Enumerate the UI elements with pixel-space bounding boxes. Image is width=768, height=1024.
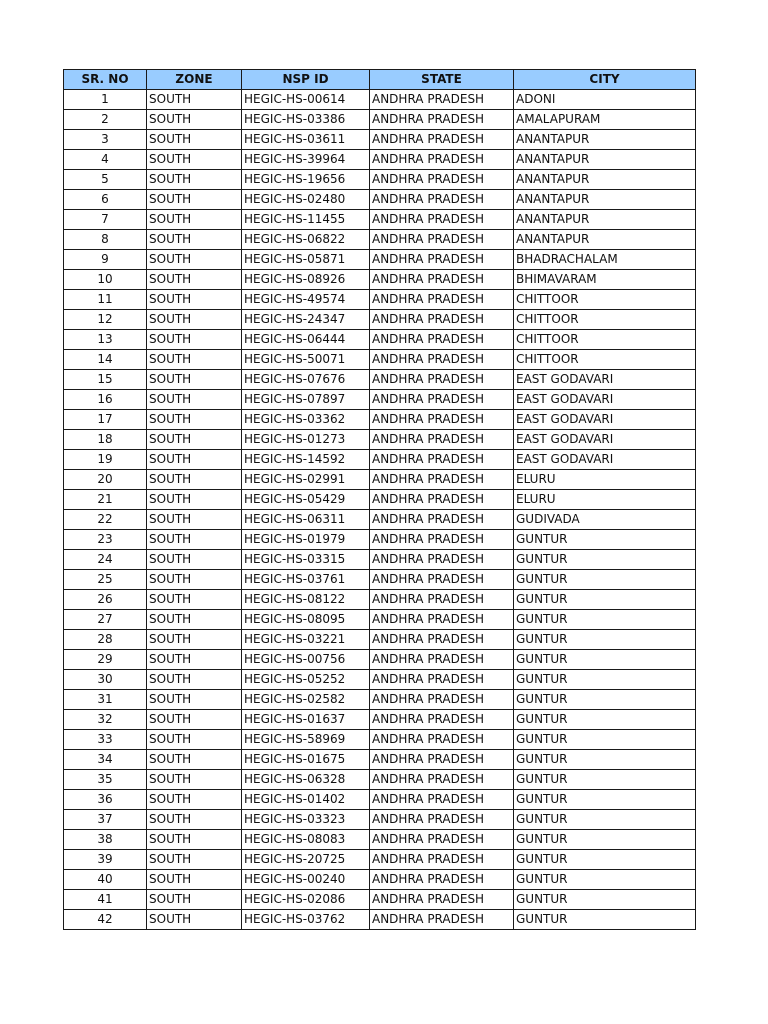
cell-state: ANDHRA PRADESH [370, 370, 514, 390]
cell-sr-no: 21 [64, 490, 147, 510]
cell-sr-no: 19 [64, 450, 147, 470]
cell-sr-no: 9 [64, 250, 147, 270]
cell-city: GUNTUR [514, 850, 696, 870]
cell-nsp-id: HEGIC-HS-03761 [242, 570, 370, 590]
cell-sr-no: 39 [64, 850, 147, 870]
cell-city: GUNTUR [514, 890, 696, 910]
nsp-list-table [63, 69, 696, 930]
cell-state: ANDHRA PRADESH [370, 610, 514, 630]
cell-city: GUNTUR [514, 730, 696, 750]
cell-sr-no: 35 [64, 770, 147, 790]
cell-nsp-id: HEGIC-HS-00614 [242, 90, 370, 110]
cell-zone: SOUTH [147, 710, 242, 730]
cell-zone: SOUTH [147, 910, 242, 930]
cell-nsp-id: HEGIC-HS-06328 [242, 770, 370, 790]
header-zone: ZONE [147, 70, 242, 90]
cell-zone: SOUTH [147, 350, 242, 370]
cell-zone: SOUTH [147, 90, 242, 110]
cell-sr-no: 31 [64, 690, 147, 710]
cell-sr-no: 40 [64, 870, 147, 890]
cell-sr-no: 13 [64, 330, 147, 350]
cell-zone: SOUTH [147, 750, 242, 770]
cell-zone: SOUTH [147, 150, 242, 170]
cell-nsp-id: HEGIC-HS-05429 [242, 490, 370, 510]
cell-city: BHIMAVARAM [514, 270, 696, 290]
table-row [64, 610, 696, 630]
cell-nsp-id: HEGIC-HS-06822 [242, 230, 370, 250]
table-row [64, 590, 696, 610]
header-city: CITY [514, 70, 696, 90]
cell-nsp-id: HEGIC-HS-24347 [242, 310, 370, 330]
cell-nsp-id: HEGIC-HS-50071 [242, 350, 370, 370]
cell-city: GUNTUR [514, 690, 696, 710]
cell-city: ANANTAPUR [514, 230, 696, 250]
cell-state: ANDHRA PRADESH [370, 790, 514, 810]
cell-city: GUNTUR [514, 650, 696, 670]
cell-city: GUNTUR [514, 830, 696, 850]
cell-city: BHADRACHALAM [514, 250, 696, 270]
cell-city: GUNTUR [514, 790, 696, 810]
cell-nsp-id: HEGIC-HS-07897 [242, 390, 370, 410]
cell-city: CHITTOOR [514, 310, 696, 330]
cell-nsp-id: HEGIC-HS-11455 [242, 210, 370, 230]
cell-nsp-id: HEGIC-HS-08083 [242, 830, 370, 850]
cell-sr-no: 3 [64, 130, 147, 150]
cell-zone: SOUTH [147, 450, 242, 470]
table-row [64, 790, 696, 810]
cell-zone: SOUTH [147, 490, 242, 510]
cell-city: GUNTUR [514, 550, 696, 570]
cell-nsp-id: HEGIC-HS-07676 [242, 370, 370, 390]
cell-nsp-id: HEGIC-HS-06311 [242, 510, 370, 530]
table-row [64, 470, 696, 490]
cell-city: ANANTAPUR [514, 190, 696, 210]
table-row [64, 350, 696, 370]
cell-city: ELURU [514, 490, 696, 510]
cell-sr-no: 42 [64, 910, 147, 930]
cell-nsp-id: HEGIC-HS-01637 [242, 710, 370, 730]
table-row [64, 670, 696, 690]
table-row [64, 370, 696, 390]
cell-city: GUNTUR [514, 530, 696, 550]
cell-zone: SOUTH [147, 390, 242, 410]
cell-zone: SOUTH [147, 730, 242, 750]
cell-sr-no: 24 [64, 550, 147, 570]
cell-state: ANDHRA PRADESH [370, 350, 514, 370]
cell-state: ANDHRA PRADESH [370, 910, 514, 930]
cell-nsp-id: HEGIC-HS-03611 [242, 130, 370, 150]
cell-state: ANDHRA PRADESH [370, 810, 514, 830]
table-row [64, 430, 696, 450]
table-row [64, 550, 696, 570]
cell-state: ANDHRA PRADESH [370, 630, 514, 650]
cell-nsp-id: HEGIC-HS-02991 [242, 470, 370, 490]
table-header [64, 70, 696, 90]
cell-city: EAST GODAVARI [514, 410, 696, 430]
cell-zone: SOUTH [147, 250, 242, 270]
cell-nsp-id: HEGIC-HS-06444 [242, 330, 370, 350]
cell-city: ANANTAPUR [514, 170, 696, 190]
cell-sr-no: 18 [64, 430, 147, 450]
cell-zone: SOUTH [147, 650, 242, 670]
cell-state: ANDHRA PRADESH [370, 290, 514, 310]
cell-sr-no: 32 [64, 710, 147, 730]
cell-nsp-id: HEGIC-HS-03386 [242, 110, 370, 130]
cell-zone: SOUTH [147, 610, 242, 630]
cell-city: ANANTAPUR [514, 130, 696, 150]
cell-city: ADONI [514, 90, 696, 110]
cell-city: ANANTAPUR [514, 210, 696, 230]
cell-zone: SOUTH [147, 370, 242, 390]
header-sr-no: SR. NO [64, 70, 147, 90]
table-row [64, 570, 696, 590]
cell-zone: SOUTH [147, 870, 242, 890]
cell-city: GUNTUR [514, 770, 696, 790]
cell-city: EAST GODAVARI [514, 430, 696, 450]
cell-sr-no: 12 [64, 310, 147, 330]
cell-sr-no: 8 [64, 230, 147, 250]
cell-zone: SOUTH [147, 790, 242, 810]
cell-city: GUNTUR [514, 670, 696, 690]
cell-zone: SOUTH [147, 550, 242, 570]
cell-zone: SOUTH [147, 190, 242, 210]
table-row [64, 750, 696, 770]
table-row [64, 170, 696, 190]
cell-state: ANDHRA PRADESH [370, 570, 514, 590]
cell-nsp-id: HEGIC-HS-08095 [242, 610, 370, 630]
table-row [64, 90, 696, 110]
cell-state: ANDHRA PRADESH [370, 150, 514, 170]
cell-zone: SOUTH [147, 290, 242, 310]
table-row [64, 450, 696, 470]
cell-nsp-id: HEGIC-HS-00240 [242, 870, 370, 890]
table-row [64, 630, 696, 650]
cell-sr-no: 15 [64, 370, 147, 390]
table-body [64, 90, 696, 930]
cell-sr-no: 4 [64, 150, 147, 170]
cell-city: GUNTUR [514, 810, 696, 830]
cell-zone: SOUTH [147, 510, 242, 530]
cell-city: CHITTOOR [514, 330, 696, 350]
table-row [64, 490, 696, 510]
cell-zone: SOUTH [147, 110, 242, 130]
cell-city: GUNTUR [514, 610, 696, 630]
cell-state: ANDHRA PRADESH [370, 210, 514, 230]
cell-state: ANDHRA PRADESH [370, 510, 514, 530]
cell-sr-no: 41 [64, 890, 147, 910]
cell-city: GUNTUR [514, 710, 696, 730]
table-row [64, 770, 696, 790]
cell-sr-no: 14 [64, 350, 147, 370]
table-row [64, 230, 696, 250]
cell-sr-no: 34 [64, 750, 147, 770]
cell-sr-no: 26 [64, 590, 147, 610]
cell-state: ANDHRA PRADESH [370, 730, 514, 750]
table-row [64, 810, 696, 830]
cell-nsp-id: HEGIC-HS-49574 [242, 290, 370, 310]
table-row [64, 910, 696, 930]
table-row [64, 130, 696, 150]
cell-state: ANDHRA PRADESH [370, 690, 514, 710]
table-row [64, 830, 696, 850]
cell-sr-no: 1 [64, 90, 147, 110]
cell-city: EAST GODAVARI [514, 370, 696, 390]
cell-sr-no: 17 [64, 410, 147, 430]
table-row [64, 510, 696, 530]
header-state: STATE [370, 70, 514, 90]
cell-zone: SOUTH [147, 170, 242, 190]
cell-city: GUNTUR [514, 590, 696, 610]
cell-state: ANDHRA PRADESH [370, 270, 514, 290]
cell-state: ANDHRA PRADESH [370, 130, 514, 150]
cell-nsp-id: HEGIC-HS-39964 [242, 150, 370, 170]
cell-sr-no: 22 [64, 510, 147, 530]
cell-state: ANDHRA PRADESH [370, 670, 514, 690]
cell-zone: SOUTH [147, 850, 242, 870]
cell-nsp-id: HEGIC-HS-02582 [242, 690, 370, 710]
cell-city: EAST GODAVARI [514, 450, 696, 470]
cell-zone: SOUTH [147, 530, 242, 550]
cell-city: CHITTOOR [514, 350, 696, 370]
cell-nsp-id: HEGIC-HS-03362 [242, 410, 370, 430]
table-row [64, 890, 696, 910]
table-row [64, 270, 696, 290]
cell-sr-no: 29 [64, 650, 147, 670]
cell-nsp-id: HEGIC-HS-01675 [242, 750, 370, 770]
cell-city: CHITTOOR [514, 290, 696, 310]
cell-nsp-id: HEGIC-HS-00756 [242, 650, 370, 670]
cell-state: ANDHRA PRADESH [370, 870, 514, 890]
cell-city: GUNTUR [514, 750, 696, 770]
table-row [64, 190, 696, 210]
cell-zone: SOUTH [147, 330, 242, 350]
cell-nsp-id: HEGIC-HS-19656 [242, 170, 370, 190]
cell-nsp-id: HEGIC-HS-02086 [242, 890, 370, 910]
cell-state: ANDHRA PRADESH [370, 590, 514, 610]
cell-sr-no: 16 [64, 390, 147, 410]
cell-sr-no: 20 [64, 470, 147, 490]
table-row [64, 710, 696, 730]
cell-state: ANDHRA PRADESH [370, 650, 514, 670]
cell-nsp-id: HEGIC-HS-01273 [242, 430, 370, 450]
cell-zone: SOUTH [147, 130, 242, 150]
cell-city: GUDIVADA [514, 510, 696, 530]
cell-nsp-id: HEGIC-HS-03323 [242, 810, 370, 830]
table-row [64, 410, 696, 430]
cell-zone: SOUTH [147, 230, 242, 250]
table-row [64, 290, 696, 310]
cell-state: ANDHRA PRADESH [370, 170, 514, 190]
table-row [64, 330, 696, 350]
cell-nsp-id: HEGIC-HS-08926 [242, 270, 370, 290]
cell-zone: SOUTH [147, 770, 242, 790]
cell-sr-no: 38 [64, 830, 147, 850]
cell-sr-no: 6 [64, 190, 147, 210]
cell-state: ANDHRA PRADESH [370, 450, 514, 470]
cell-nsp-id: HEGIC-HS-03762 [242, 910, 370, 930]
cell-nsp-id: HEGIC-HS-20725 [242, 850, 370, 870]
cell-zone: SOUTH [147, 590, 242, 610]
cell-sr-no: 28 [64, 630, 147, 650]
cell-state: ANDHRA PRADESH [370, 230, 514, 250]
cell-state: ANDHRA PRADESH [370, 530, 514, 550]
table-row [64, 690, 696, 710]
cell-nsp-id: HEGIC-HS-03221 [242, 630, 370, 650]
cell-state: ANDHRA PRADESH [370, 90, 514, 110]
cell-sr-no: 10 [64, 270, 147, 290]
header-row [64, 70, 696, 90]
cell-nsp-id: HEGIC-HS-14592 [242, 450, 370, 470]
cell-state: ANDHRA PRADESH [370, 390, 514, 410]
cell-state: ANDHRA PRADESH [370, 310, 514, 330]
cell-sr-no: 5 [64, 170, 147, 190]
table-row [64, 730, 696, 750]
header-nsp-id: NSP ID [242, 70, 370, 90]
cell-sr-no: 36 [64, 790, 147, 810]
cell-city: GUNTUR [514, 570, 696, 590]
table-row [64, 530, 696, 550]
cell-sr-no: 33 [64, 730, 147, 750]
cell-zone: SOUTH [147, 430, 242, 450]
cell-zone: SOUTH [147, 630, 242, 650]
cell-zone: SOUTH [147, 410, 242, 430]
cell-city: ELURU [514, 470, 696, 490]
cell-state: ANDHRA PRADESH [370, 770, 514, 790]
cell-sr-no: 37 [64, 810, 147, 830]
cell-state: ANDHRA PRADESH [370, 890, 514, 910]
cell-sr-no: 11 [64, 290, 147, 310]
cell-city: AMALAPURAM [514, 110, 696, 130]
cell-state: ANDHRA PRADESH [370, 430, 514, 450]
cell-state: ANDHRA PRADESH [370, 710, 514, 730]
cell-sr-no: 7 [64, 210, 147, 230]
cell-zone: SOUTH [147, 690, 242, 710]
cell-zone: SOUTH [147, 270, 242, 290]
cell-zone: SOUTH [147, 810, 242, 830]
cell-state: ANDHRA PRADESH [370, 490, 514, 510]
cell-zone: SOUTH [147, 310, 242, 330]
cell-nsp-id: HEGIC-HS-08122 [242, 590, 370, 610]
table-row [64, 850, 696, 870]
cell-city: ANANTAPUR [514, 150, 696, 170]
cell-nsp-id: HEGIC-HS-05871 [242, 250, 370, 270]
cell-zone: SOUTH [147, 470, 242, 490]
cell-state: ANDHRA PRADESH [370, 190, 514, 210]
cell-zone: SOUTH [147, 210, 242, 230]
table-row [64, 150, 696, 170]
cell-state: ANDHRA PRADESH [370, 550, 514, 570]
cell-city: GUNTUR [514, 910, 696, 930]
cell-sr-no: 2 [64, 110, 147, 130]
cell-nsp-id: HEGIC-HS-03315 [242, 550, 370, 570]
cell-nsp-id: HEGIC-HS-58969 [242, 730, 370, 750]
table-row [64, 650, 696, 670]
cell-zone: SOUTH [147, 670, 242, 690]
cell-sr-no: 25 [64, 570, 147, 590]
cell-zone: SOUTH [147, 890, 242, 910]
table-row [64, 250, 696, 270]
cell-nsp-id: HEGIC-HS-01979 [242, 530, 370, 550]
table-row [64, 310, 696, 330]
table-row [64, 110, 696, 130]
table-row [64, 210, 696, 230]
cell-sr-no: 23 [64, 530, 147, 550]
cell-sr-no: 30 [64, 670, 147, 690]
cell-state: ANDHRA PRADESH [370, 110, 514, 130]
cell-state: ANDHRA PRADESH [370, 410, 514, 430]
cell-zone: SOUTH [147, 830, 242, 850]
cell-nsp-id: HEGIC-HS-05252 [242, 670, 370, 690]
cell-nsp-id: HEGIC-HS-01402 [242, 790, 370, 810]
cell-city: GUNTUR [514, 870, 696, 890]
cell-state: ANDHRA PRADESH [370, 250, 514, 270]
cell-sr-no: 27 [64, 610, 147, 630]
cell-state: ANDHRA PRADESH [370, 830, 514, 850]
cell-state: ANDHRA PRADESH [370, 850, 514, 870]
table-row [64, 390, 696, 410]
cell-state: ANDHRA PRADESH [370, 470, 514, 490]
cell-nsp-id: HEGIC-HS-02480 [242, 190, 370, 210]
table-row [64, 870, 696, 890]
cell-state: ANDHRA PRADESH [370, 750, 514, 770]
cell-zone: SOUTH [147, 570, 242, 590]
cell-state: ANDHRA PRADESH [370, 330, 514, 350]
cell-city: GUNTUR [514, 630, 696, 650]
cell-city: EAST GODAVARI [514, 390, 696, 410]
